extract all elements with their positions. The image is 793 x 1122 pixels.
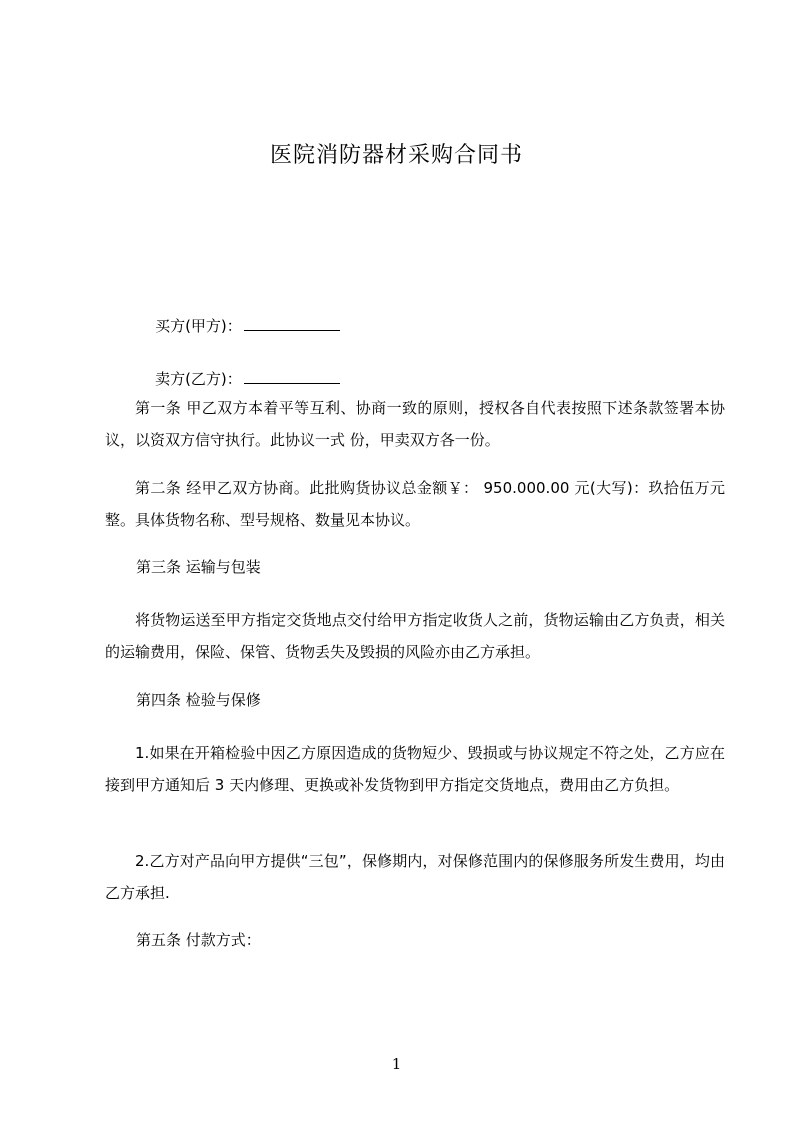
article-5-heading: 第五条 付款方式：: [136, 931, 261, 949]
seller-label: 卖方(乙方)：: [155, 370, 242, 388]
buyer-label: 买方(甲方)：: [155, 317, 242, 335]
article-4-item-1: 1.如果在开箱检验中因乙方原因造成的货物短少、毁损或与协议规定不符之处，乙方应在接到甲方通知后 3 天内修理、更换或补发货物到甲方指定交货地点，费用由乙方负担。: [105, 744, 725, 794]
seller-blank: [244, 369, 340, 384]
buyer-blank: [244, 316, 340, 331]
page-number: 1: [391, 1055, 402, 1073]
article-3-heading: 第三条 运输与包装: [136, 558, 261, 576]
article-3-body: 将货物运送至甲方指定交货地点交付给甲方指定收货人之前，货物运输由乙方负责，相关的运输费用，保险、保管、货物丢失及毁损的风险亦由乙方承担。: [105, 611, 725, 661]
article-4-heading: 第四条 检验与保修: [136, 691, 261, 709]
document-title: 医院消防器材采购合同书: [269, 143, 523, 168]
article-1: 第一条 甲乙双方本着平等互利、协商一致的原则，授权各自代表按照下述条款签署本协议，以资双方信守执行。此协议一式 份，甲卖双方各一份。: [105, 399, 725, 449]
article-2: 第二条 经甲乙双方协商。此批购货协议总金额￥： 950.000.00 元(大写)：玖拾伍万元整。具体货物名称、型号规格、数量见本协议。: [105, 479, 725, 529]
article-4-item-2: 2.乙方对产品向甲方提供“三包”，保修期内，对保修范围内的保修服务所发生费用，均由乙方承担.: [105, 852, 725, 902]
